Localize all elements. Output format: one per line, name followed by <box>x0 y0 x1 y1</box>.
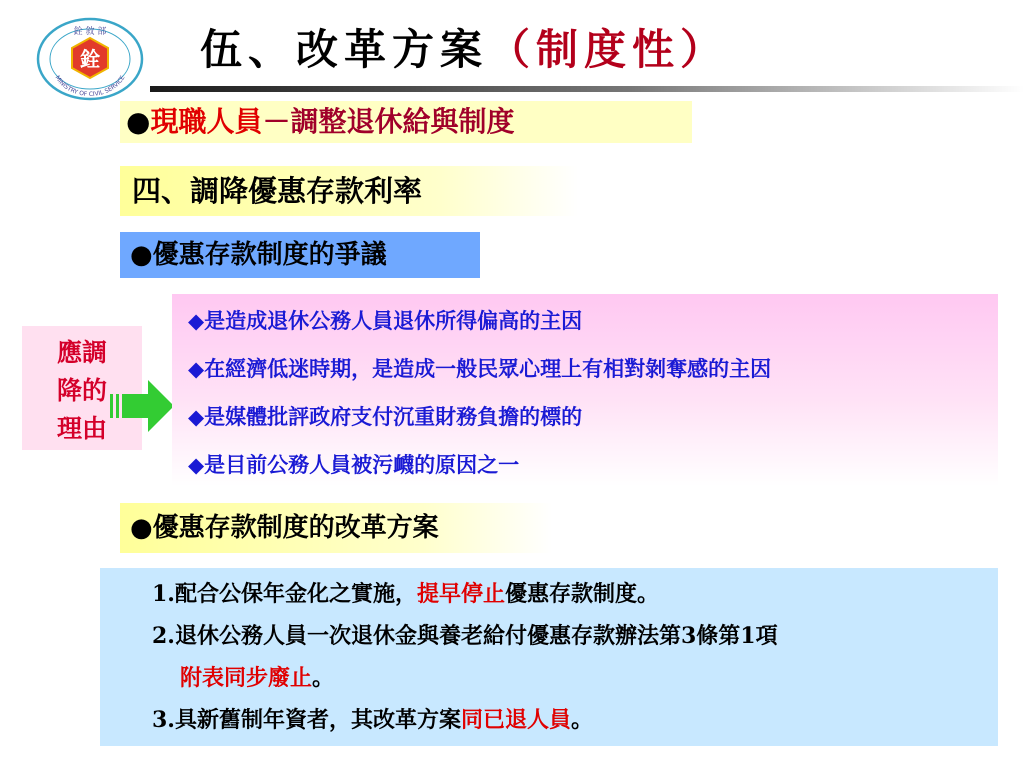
plan-text: 優惠存款制度。 <box>504 581 659 607</box>
reason-item: ◆在經濟低迷時期，是造成一般民眾心理上有相對剝奪感的主因 <box>188 356 772 381</box>
reason-item: ◆是媒體批評政府支付沉重財務負擔的標的 <box>188 404 583 429</box>
reason-item: ◆是造成退休公務人員退休所得偏高的主因 <box>188 308 583 333</box>
reason-item: ◆是目前公務人員被污衊的原因之一 <box>188 452 520 477</box>
reason-line: 應調 <box>56 338 107 367</box>
reform-plan-box <box>100 568 998 746</box>
page-title <box>200 18 1000 82</box>
header-rule <box>150 86 1024 92</box>
logo-top-text: 銓 敘 部 <box>73 27 107 37</box>
logo-center-char: 銓 <box>80 47 100 71</box>
plan-item-2 <box>152 616 998 658</box>
plan-text: 1.配合公保年金化之實施， <box>152 581 417 607</box>
plan-text: 。 <box>312 665 335 691</box>
plan-highlight: 提早停止 <box>416 581 505 607</box>
plan-item-2-cont <box>152 658 998 700</box>
logo-ring-text: MINISTRY OF CIVIL SERVICE <box>53 74 127 99</box>
plan-item-3 <box>152 700 998 742</box>
reason-line: 降的 <box>56 376 107 405</box>
controversy-heading: ●優惠存款制度的爭議 <box>120 232 480 278</box>
plan-highlight: 同已退人員 <box>460 707 571 733</box>
right-arrow-icon <box>108 378 176 434</box>
plan-text: 3.具新舊制年資者，其改革方案 <box>152 707 461 733</box>
plan-item-1 <box>152 574 998 616</box>
ministry-logo <box>34 16 146 102</box>
title-main: 伍、改革方案 <box>200 25 489 74</box>
reform-heading: ●優惠存款制度的改革方案 <box>120 503 552 553</box>
adjust-pension-label: －調整退休給與制度 <box>262 105 515 138</box>
current-staff-label: 現職人員 <box>150 105 263 138</box>
plan-text: 。 <box>570 707 593 733</box>
plan-highlight: 附表同步廢止 <box>180 665 313 691</box>
title-paren: （制度性） <box>488 25 729 74</box>
section-heading-interest: 四、調降優惠存款利率 <box>120 166 578 216</box>
bullet: ● <box>126 105 151 138</box>
section-current-staff <box>120 101 692 143</box>
reasons-box <box>172 294 998 486</box>
plan-text: 2.退休公務人員一次退休金與養老給付優惠存款辦法第3條第1項 <box>152 623 778 649</box>
reason-line: 理由 <box>56 414 107 443</box>
